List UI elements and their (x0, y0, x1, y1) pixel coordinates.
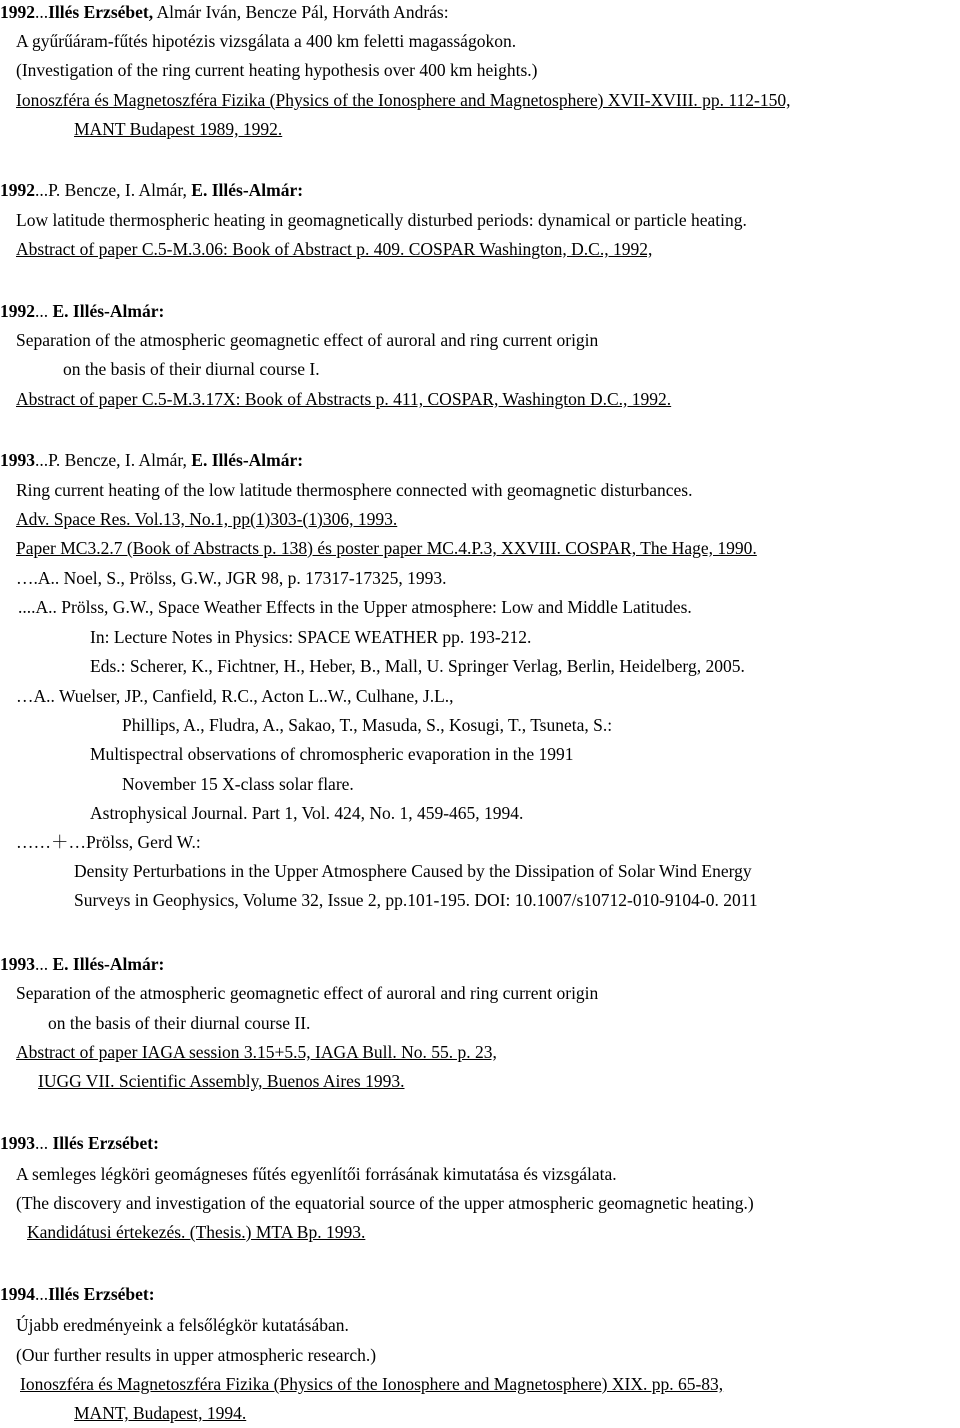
entry-line: Újabb eredményeink a felsőlégkör kutatásában. (16, 1315, 349, 1335)
entry-line: (Our further results in upper atmospheric research.) (16, 1345, 377, 1365)
entry-line: A semleges légköri geomágneses fűtés egyenlítői forrásának kimutatása és vizsgálata. (16, 1164, 617, 1184)
entry-source-line: Abstract of paper C.5-M.3.17X: Book of Abstracts p. 411, COSPAR, Washington D.C., 1992. (16, 389, 672, 409)
entry-source-line: Adv. Space Res. Vol.13, No.1, pp(1)303-(1)306, 1993. (16, 509, 398, 529)
entry-line: (The discovery and investigation of the equatorial source of the upper atmospheric geomagnetic heating.) (16, 1193, 754, 1213)
entry-authors-bold: Illés Erzsébet: (48, 1284, 155, 1304)
entry-year: 1992 (0, 180, 35, 200)
citation-line: …A.. Wuelser, JP., Canfield, R.C., Acton L..W., Culhane, J.L., (16, 686, 454, 706)
entry-authors-bold: E. Illés-Almár: (52, 301, 165, 321)
entry-authors: P. Bencze, I. Almár, (48, 180, 192, 200)
entry-source-line: Kandidátusi értekezés. (Thesis.) MTA Bp. 1993. (27, 1222, 366, 1242)
entry-authors-bold: E. Illés-Almár: (191, 450, 304, 470)
entry-source-line: Abstract of paper IAGA session 3.15+5.5, IAGA Bull. No. 55. p. 23, (16, 1042, 497, 1062)
entry-line: Separation of the atmospheric geomagnetic effect of auroral and ring current origin (16, 983, 599, 1003)
entry-line: A gyűrűáram-fűtés hipotézis vizsgálata a 400 km feletti magasságokon. (16, 31, 517, 51)
entry-line: on the basis of their diurnal course II. (48, 1013, 311, 1033)
entry-year: 1992 (0, 2, 35, 22)
entry-authors-bold: E. Illés-Almár: (52, 954, 165, 974)
entry-line: on the basis of their diurnal course I. (63, 359, 320, 379)
entry-authors-bold: Illés Erzsébet: (52, 1133, 159, 1153)
entry-year: 1992 (0, 301, 35, 321)
entry-separator: ... (35, 450, 49, 470)
citation-line: Multispectral observations of chromospheric evaporation in the 1991 (90, 744, 574, 764)
entry-line: Ring current heating of the low latitude thermosphere connected with geomagnetic disturbances. (16, 480, 693, 500)
entry-separator: ... (35, 180, 49, 200)
entry-header (0, 452, 303, 470)
entry-header (0, 956, 164, 974)
entry-authors-bold: E. Illés-Almár: (191, 180, 304, 200)
citation-line: Eds.: Scherer, K., Fichtner, H., Heber, B., Mall, U. Springer Verlag, Berlin, Heidelberg, 2005. (90, 656, 745, 676)
entry-header (0, 1286, 155, 1304)
entry-source-line: MANT, Budapest, 1994. (74, 1403, 247, 1423)
entry-source-line: Paper MC3.2.7 (Book of Abstracts p. 138) és poster paper MC.4.P.3, XXVIII. COSPAR, The Hage, 1990. (16, 538, 757, 558)
entry-authors: P. Bencze, I. Almár, (48, 450, 192, 470)
citation-line: Density Perturbations in the Upper Atmosphere Caused by the Dissipation of Solar Wind Energy (74, 861, 752, 881)
entry-source-line: Ionoszféra és Magnetoszféra Fizika (Physics of the Ionosphere and Magnetosphere) XIX. pp. 65-83, (20, 1374, 724, 1394)
entry-header (0, 4, 449, 22)
entry-separator: ... (35, 954, 53, 974)
entry-year: 1994 (0, 1284, 35, 1304)
citation-line: Phillips, A., Fludra, A., Sakao, T., Masuda, S., Kosugi, T., Tsuneta, S.: (122, 715, 613, 735)
citation-line: November 15 X-class solar flare. (122, 774, 354, 794)
citation-line: ....A.. Prölss, G.W., Space Weather Effects in the Upper atmosphere: Low and Middle Latitudes. (18, 597, 692, 617)
citation-line: In: Lecture Notes in Physics: SPACE WEATHER pp. 193-212. (90, 627, 532, 647)
entry-year: 1993 (0, 1133, 35, 1153)
entry-header (0, 182, 303, 200)
entry-authors-rest: Almár Iván, Bencze Pál, Horváth András: (153, 2, 449, 22)
entry-source-line: MANT Budapest 1989, 1992. (74, 119, 283, 139)
entry-separator: ... (35, 1284, 49, 1304)
citation-line: ……＋…Prölss, Gerd W.: (16, 832, 201, 852)
entry-line: (Investigation of the ring current heating hypothesis over 400 km heights.) (16, 60, 538, 80)
citation-line: ….A.. Noel, S., Prölss, G.W., JGR 98, p. 17317-17325, 1993. (16, 568, 447, 588)
citation-line: Astrophysical Journal. Part 1, Vol. 424, No. 1, 459-465, 1994. (90, 803, 524, 823)
entry-authors-bold: Illés Erzsébet, (48, 2, 154, 22)
entry-separator: ... (35, 2, 49, 22)
entry-year: 1993 (0, 954, 35, 974)
entry-separator: ... (35, 301, 53, 321)
entry-source-line: Abstract of paper C.5-M.3.06: Book of Abstract p. 409. COSPAR Washington, D.C., 1992, (16, 239, 653, 259)
entry-header (0, 1135, 159, 1153)
entry-year: 1993 (0, 450, 35, 470)
entry-source-line: Ionoszféra és Magnetoszféra Fizika (Physics of the Ionosphere and Magnetosphere) XVII-XVIII. pp. 112-150, (16, 90, 791, 110)
entry-header (0, 303, 164, 321)
citation-line: Surveys in Geophysics, Volume 32, Issue 2, pp.101-195. DOI: 10.1007/s10712-010-9104-0. 2011 (74, 890, 758, 910)
entry-separator: ... (35, 1133, 53, 1153)
entry-line: Low latitude thermospheric heating in geomagnetically disturbed periods: dynamical or particle heating. (16, 210, 747, 230)
entry-source-line: IUGG VII. Scientific Assembly, Buenos Aires 1993. (38, 1071, 405, 1091)
entry-line: Separation of the atmospheric geomagnetic effect of auroral and ring current origin (16, 330, 599, 350)
